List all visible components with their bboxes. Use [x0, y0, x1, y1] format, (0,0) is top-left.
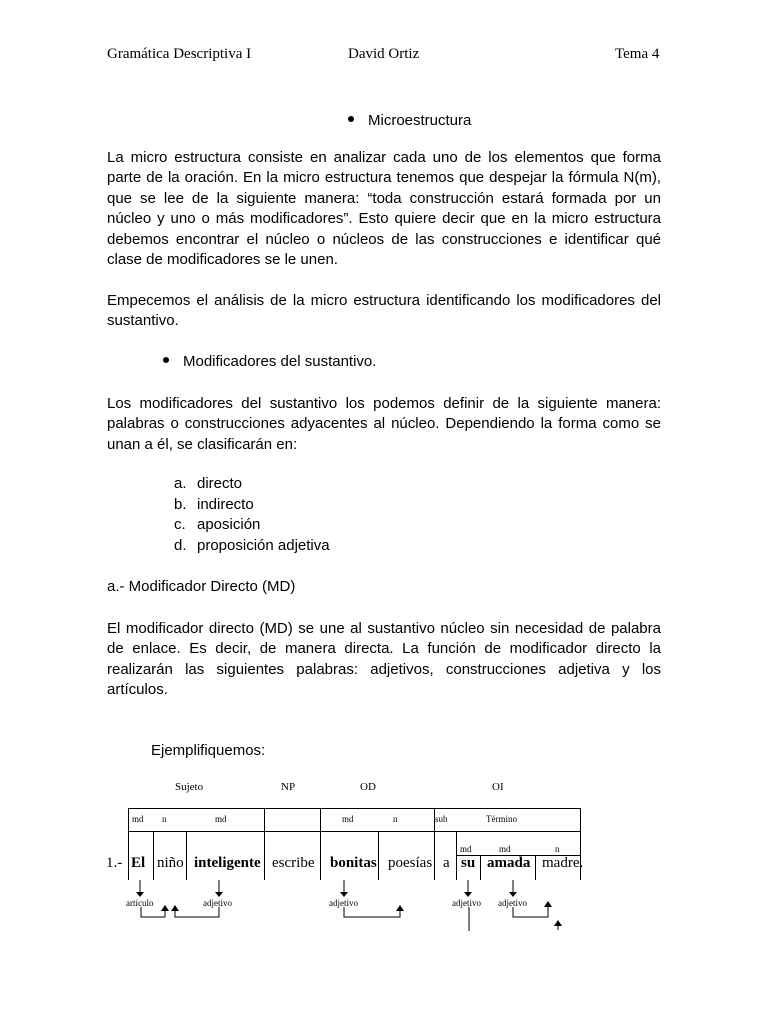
word: su [461, 855, 476, 871]
cell-label: md [215, 814, 227, 824]
function-label: adjetivo [203, 898, 232, 908]
function-label: adjetivo [452, 898, 481, 908]
word: escribe [272, 855, 315, 871]
section-title-text: Microestructura [368, 112, 472, 129]
cell-label: n [555, 844, 560, 854]
word: a [443, 855, 450, 871]
list-item: a. directo [174, 475, 243, 492]
list-item: c. aposición [174, 516, 261, 533]
paragraph-intro: La micro estructura consiste en analizar cada uno de los elementos que forma parte de la oración. En la micro estructura tenemos que despejar la fórmula N(m), que se lee de la siguiente manera: “toda construcción estará formada por un núcleo y uno o más modificadores”. Esto quiere decir que en la micro estructura debemos encontrar el núcleo o núcleos de las construcciones e identificar qué clase de modificadores se le unen. [107, 149, 661, 269]
header-author: David Ortiz [348, 46, 420, 62]
word: niño [157, 855, 184, 871]
label-sujeto: Sujeto [175, 781, 204, 793]
cell-label: n [393, 814, 398, 824]
cell-label: Término [486, 814, 517, 824]
list-item: b. indirecto [174, 496, 254, 513]
cell-label: md [460, 844, 472, 854]
sentence-number: 1.- [106, 855, 123, 871]
function-label: adjetivo [329, 898, 358, 908]
header-course: Gramática Descriptiva I [107, 46, 252, 62]
label-oi: OI [492, 781, 504, 793]
word: bonitas [330, 855, 377, 871]
list-item: d. proposición adjetiva [174, 537, 330, 554]
word: inteligente [194, 855, 261, 871]
header-topic: Tema 4 [615, 46, 660, 62]
function-label: artículo [126, 898, 154, 908]
cell-label: md [132, 814, 144, 824]
md-heading: a.- Modificador Directo (MD) [107, 578, 296, 595]
word: El [131, 855, 146, 871]
cell-label: sub [435, 814, 448, 824]
word: poesías [388, 855, 433, 871]
cell-label: md [499, 844, 511, 854]
function-label: adjetivo [498, 898, 527, 908]
paragraph-definition: Los modificadores del sustantivo los podemos definir de la siguiente manera: palabras o construcciones adyacentes al núcleo. Dependiendo la forma como se unan a él, se clasificarán en: [107, 395, 661, 453]
paragraph-md: El modificador directo (MD) se une al sustantivo núcleo sin necesidad de palabra de enlace. Es decir, de manera directa. La función de modificador directo la realizarán las siguientes palabras: adjetivos, construcciones adjetiva y los artículos. [107, 620, 661, 699]
word: madre. [542, 855, 584, 871]
example-intro: Ejemplifiquemos: [151, 742, 266, 759]
word: amada [487, 855, 531, 871]
label-np: NP [281, 781, 296, 793]
label-od: OD [360, 781, 376, 793]
paragraph-analysis: Empecemos el análisis de la micro estructura identificando los modificadores del sustantivo. [107, 292, 661, 330]
cell-label: md [342, 814, 354, 824]
cell-label: n [162, 814, 167, 824]
subsection-title-text: Modificadores del sustantivo. [183, 353, 377, 370]
